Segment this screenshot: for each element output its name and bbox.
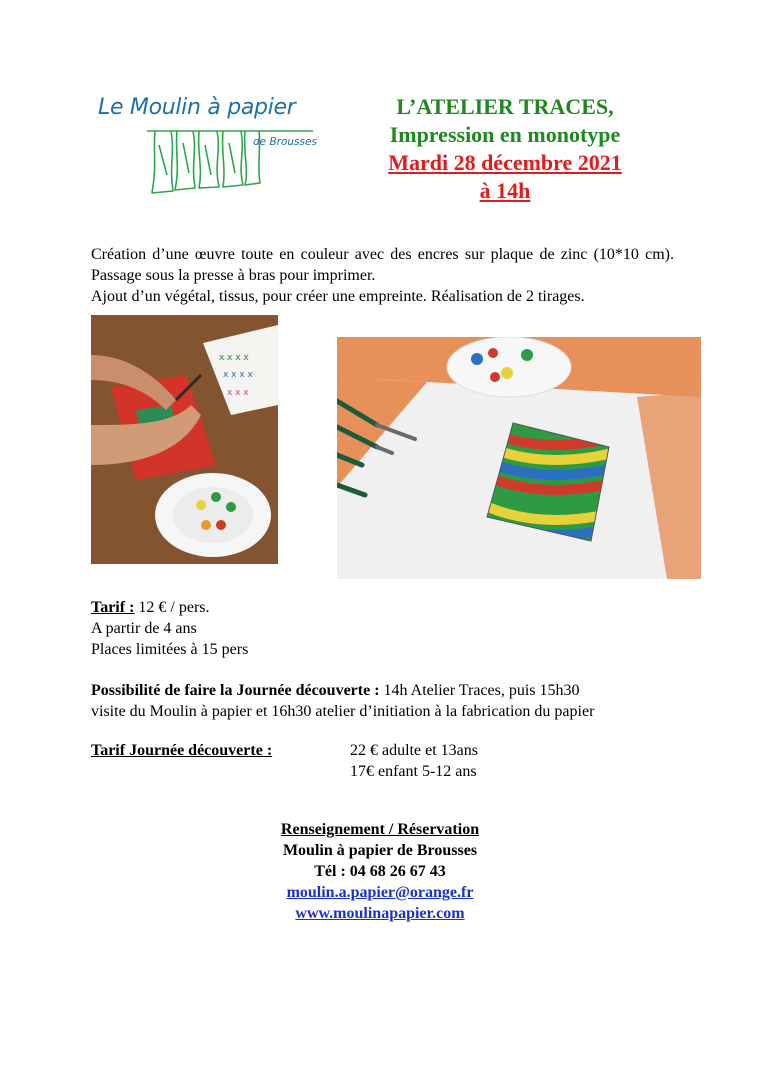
tarif-label: Tarif : <box>91 599 135 616</box>
intro-paragraph-2: Ajout d’un végétal, tissus, pour créer une empreinte. Réalisation de 2 tirages. <box>91 288 585 305</box>
decouverte-section <box>91 680 711 722</box>
tarif-journee-adult: 22 € adulte et 13ans <box>350 742 478 759</box>
title-atelier: L’ATELIER TRACES, <box>396 94 614 119</box>
svg-text:x x x: x x x <box>227 388 249 398</box>
logo <box>95 95 320 200</box>
tarif-journee-section <box>91 742 711 786</box>
decouverte-label: Possibilité de faire la Journée découverte : <box>91 682 380 699</box>
svg-text:x x x x: x x x x <box>223 370 253 380</box>
event-date: Mardi 28 décembre 2021 <box>388 150 622 175</box>
photo-monotype-plate <box>337 337 701 579</box>
title-technique: Impression en monotype <box>389 122 621 147</box>
tarif-age: A partir de 4 ans <box>91 620 197 637</box>
tarif-section <box>91 597 248 660</box>
svg-text:x x x x: x x x x <box>219 353 249 363</box>
contact-phone: Tél : 04 68 26 67 43 <box>314 863 446 880</box>
tarif-journee-label: Tarif Journée découverte : <box>91 742 273 759</box>
event-time: à 14h <box>479 178 531 203</box>
photo-workshop-hands <box>91 315 278 564</box>
title-block <box>330 93 680 205</box>
decouverte-text-1: 14h Atelier Traces, puis 15h30 <box>379 682 580 699</box>
logo-subtitle: de Brousses <box>253 136 317 148</box>
intro-text <box>91 244 674 307</box>
contact-website-link[interactable]: www.moulinapapier.com <box>295 905 465 922</box>
tarif-journee-child: 17€ enfant 5-12 ans <box>350 763 477 780</box>
tarif-places: Places limitées à 15 pers <box>91 641 249 658</box>
tarif-price: 12 € / pers. <box>134 599 210 616</box>
logo-name: Le Moulin à papier <box>98 95 296 120</box>
contact-org: Moulin à papier de Brousses <box>282 842 478 859</box>
contact-email-link[interactable]: moulin.a.papier@orange.fr <box>286 884 474 901</box>
intro-paragraph-1: Création d’une œuvre toute en couleur avec des encres sur plaque de zinc (10*10 cm). Passage sous la presse à bras pour imprimer. <box>91 246 674 284</box>
contact-heading: Renseignement / Réservation <box>280 821 480 838</box>
decouverte-text-2: visite du Moulin à papier et 16h30 atelier d’initiation à la fabrication du papier <box>91 703 595 720</box>
contact-section <box>230 819 530 924</box>
